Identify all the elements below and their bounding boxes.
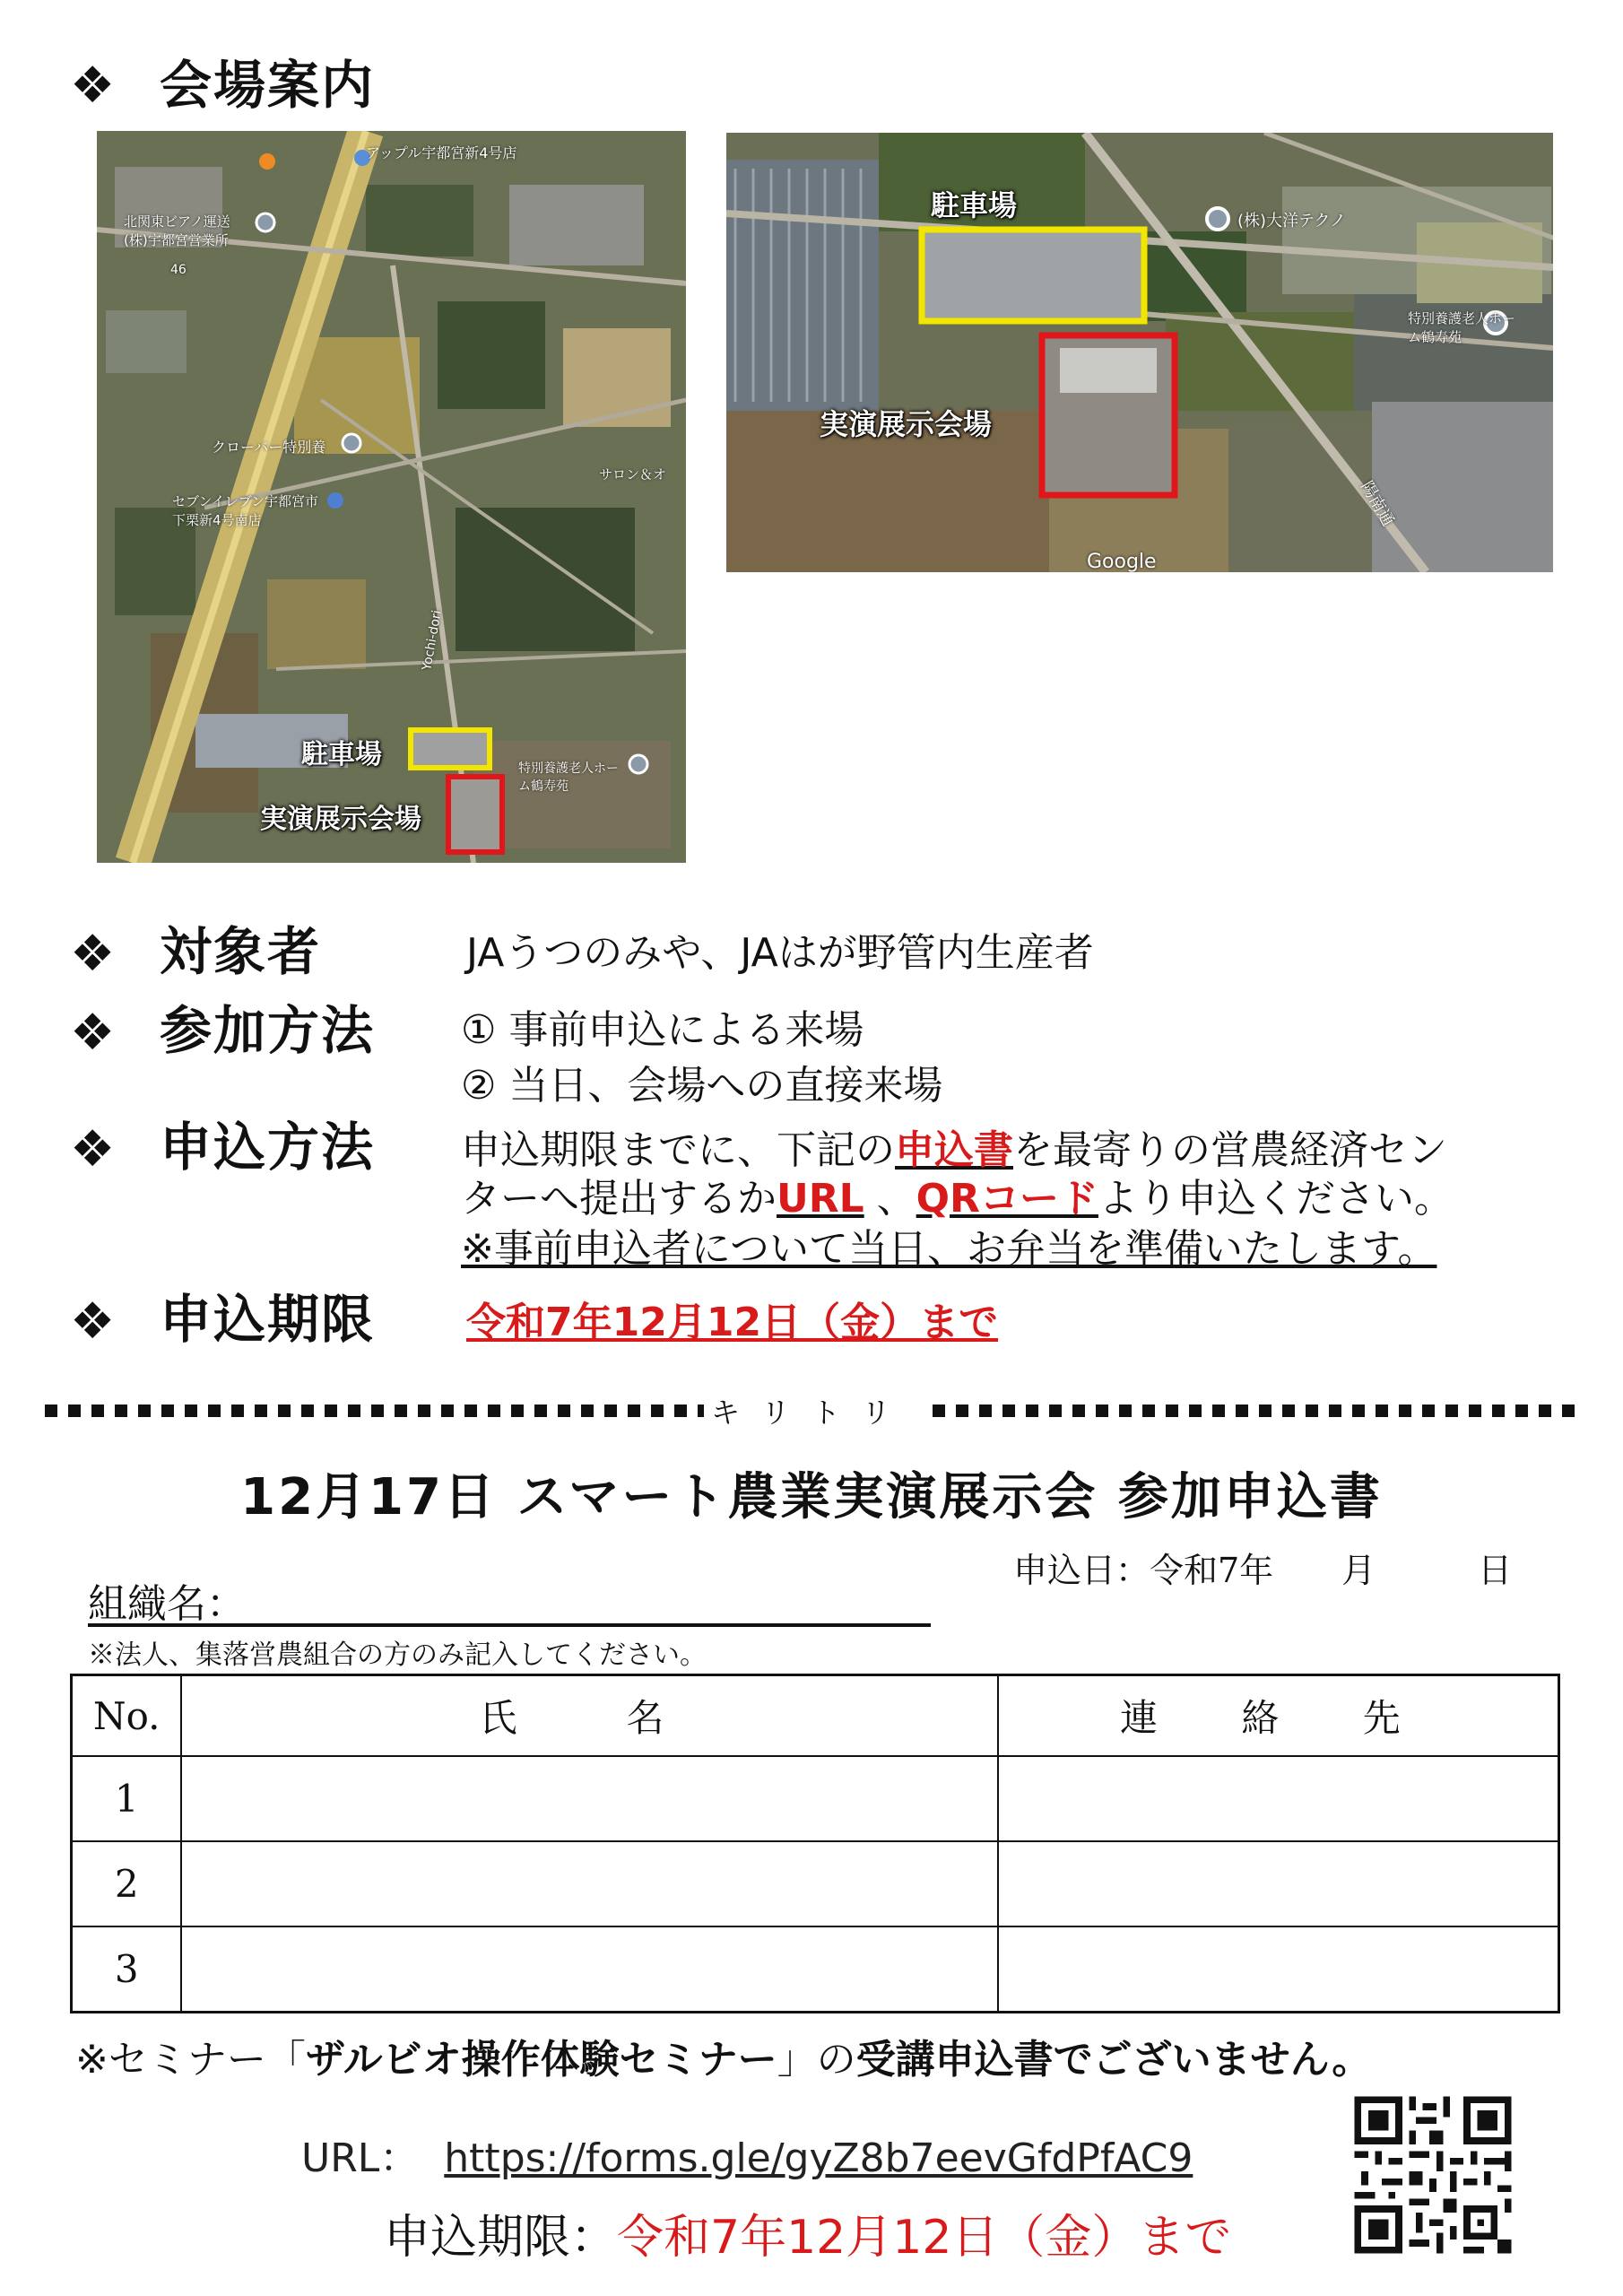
map2-place-1: (株)大洋テクノ: [1237, 212, 1346, 230]
bullet-diamond-icon: ❖: [70, 1004, 116, 1062]
apply-line-1-a: 申込期限までに、下記の: [461, 1127, 895, 1173]
map1-place-1: アップル宇都宮新4号店: [366, 144, 517, 161]
bottom-deadline: [384, 2199, 1231, 2266]
target-heading: 対象者: [160, 921, 322, 982]
map1-parking-label: 駐車場: [301, 739, 382, 770]
map1-place-5: サロン＆オ: [599, 466, 667, 483]
registration-table: [70, 1674, 1560, 2013]
organization-label: 組織名：: [88, 1581, 246, 1627]
method-line-2: ② 当日、会場への直接来場: [461, 1063, 943, 1109]
map2-parking-label: 駐車場: [931, 188, 1018, 222]
table-row: [72, 1756, 1559, 1841]
deadline-heading: 申込期限: [160, 1289, 376, 1350]
apply-line-1-b: を最寄りの営農経済セン: [1013, 1127, 1447, 1173]
map1-place-4: セブンイレブン宇都宮市下栗新4号南店: [172, 493, 319, 528]
name-cell[interactable]: [181, 1926, 997, 2013]
seminar-note-a: ※セミナー「: [75, 2037, 306, 2083]
form-title: 12月17日 スマート農業実演展示会 参加申込書: [240, 1468, 1383, 1526]
column-header-contact: 連 絡 先: [998, 1675, 1559, 1757]
apply-line-1: [461, 1126, 1447, 1175]
apply-line-2-sep: 、: [864, 1176, 916, 1222]
apply-line-2-b: より申込ください。: [1098, 1176, 1454, 1222]
site-map: [726, 133, 1553, 572]
seminar-note-bold: 受講申込書でございません。: [855, 2037, 1372, 2083]
deadline-text: 令和7年12月12日（金）まで: [466, 1300, 999, 1345]
bottom-deadline-label: 申込期限：: [384, 2211, 618, 2265]
map2-venue-label: 実演展示会場: [820, 407, 993, 441]
bullet-diamond-icon: ❖: [70, 1292, 116, 1351]
contact-cell[interactable]: [998, 1841, 1559, 1926]
application-form-link[interactable]: 申込書: [895, 1127, 1013, 1173]
url-label: URL：: [301, 2135, 420, 2181]
qr-code[interactable]: [1348, 2090, 1518, 2260]
contact-cell[interactable]: [998, 1926, 1559, 2013]
map2-place-2: 特別養護老人ホーム鶴寿苑: [1408, 310, 1516, 345]
url-link[interactable]: URL: [777, 1176, 864, 1222]
map1-road-label: 46: [170, 263, 187, 277]
method-line-1: ① 事前申込による来場: [461, 1007, 864, 1053]
bullet-diamond-icon: ❖: [70, 57, 116, 115]
venue-heading: 会場案内: [160, 55, 376, 116]
method-heading: 参加方法: [160, 1000, 376, 1061]
form-url-link[interactable]: https://forms.gle/gyZ8b7eevGfdPfAC9: [444, 2135, 1193, 2181]
name-cell[interactable]: [181, 1756, 997, 1841]
organization-field[interactable]: [88, 1571, 931, 1627]
seminar-note: [75, 2027, 1371, 2084]
bottom-deadline-value: 令和7年12月12日（金）まで: [617, 2211, 1232, 2265]
map1-place-2: 北関東ビアノ運送(株)宇都宮営業所: [124, 213, 230, 248]
seminar-note-b: 」の: [777, 2037, 856, 2083]
apply-line-2: [461, 1175, 1454, 1223]
column-header-name: 氏 名: [181, 1675, 997, 1757]
apply-line-3: ※事前申込者について当日、お弁当を準備いたします。: [461, 1226, 1437, 1272]
cut-line-right: [933, 1405, 1583, 1417]
apply-heading: 申込方法: [160, 1117, 376, 1178]
cut-line-left: [45, 1405, 704, 1417]
map1-place-6: 特別養護老人ホーム鶴寿苑: [518, 761, 619, 794]
application-date: 申込日：令和7年 月 日: [1013, 1551, 1513, 1590]
cut-label: キリトリ: [710, 1396, 912, 1430]
table-header-row: [72, 1675, 1559, 1757]
bullet-diamond-icon: ❖: [70, 1120, 116, 1178]
name-cell[interactable]: [181, 1841, 997, 1926]
row-number: 2: [72, 1841, 182, 1926]
column-header-no: No.: [72, 1675, 182, 1757]
contact-cell[interactable]: [998, 1756, 1559, 1841]
qr-code-link[interactable]: QRコード: [916, 1176, 1098, 1222]
organization-note: ※法人、集落営農組合の方のみ記入してください。: [88, 1639, 707, 1671]
table-row: [72, 1841, 1559, 1926]
row-number: 1: [72, 1756, 182, 1841]
seminar-name: ザルビオ操作体験セミナー: [305, 2037, 777, 2083]
area-map: [97, 131, 686, 863]
map1-place-3: クローバー特別養: [212, 439, 326, 456]
row-number: 3: [72, 1926, 182, 2013]
target-text: JAうつのみや、JAはが野管内生産者: [466, 930, 1094, 976]
map1-street-label: Yochi-dori: [420, 609, 445, 672]
bullet-diamond-icon: ❖: [70, 925, 116, 983]
map1-venue-label: 実演展示会場: [260, 804, 421, 835]
table-row: [72, 1926, 1559, 2013]
map2-attribution: Google: [1087, 551, 1157, 572]
map2-road-label: 陽南通: [1357, 478, 1398, 530]
apply-line-2-a: ターへ提出するか: [461, 1176, 777, 1222]
url-line: [301, 2126, 1193, 2183]
